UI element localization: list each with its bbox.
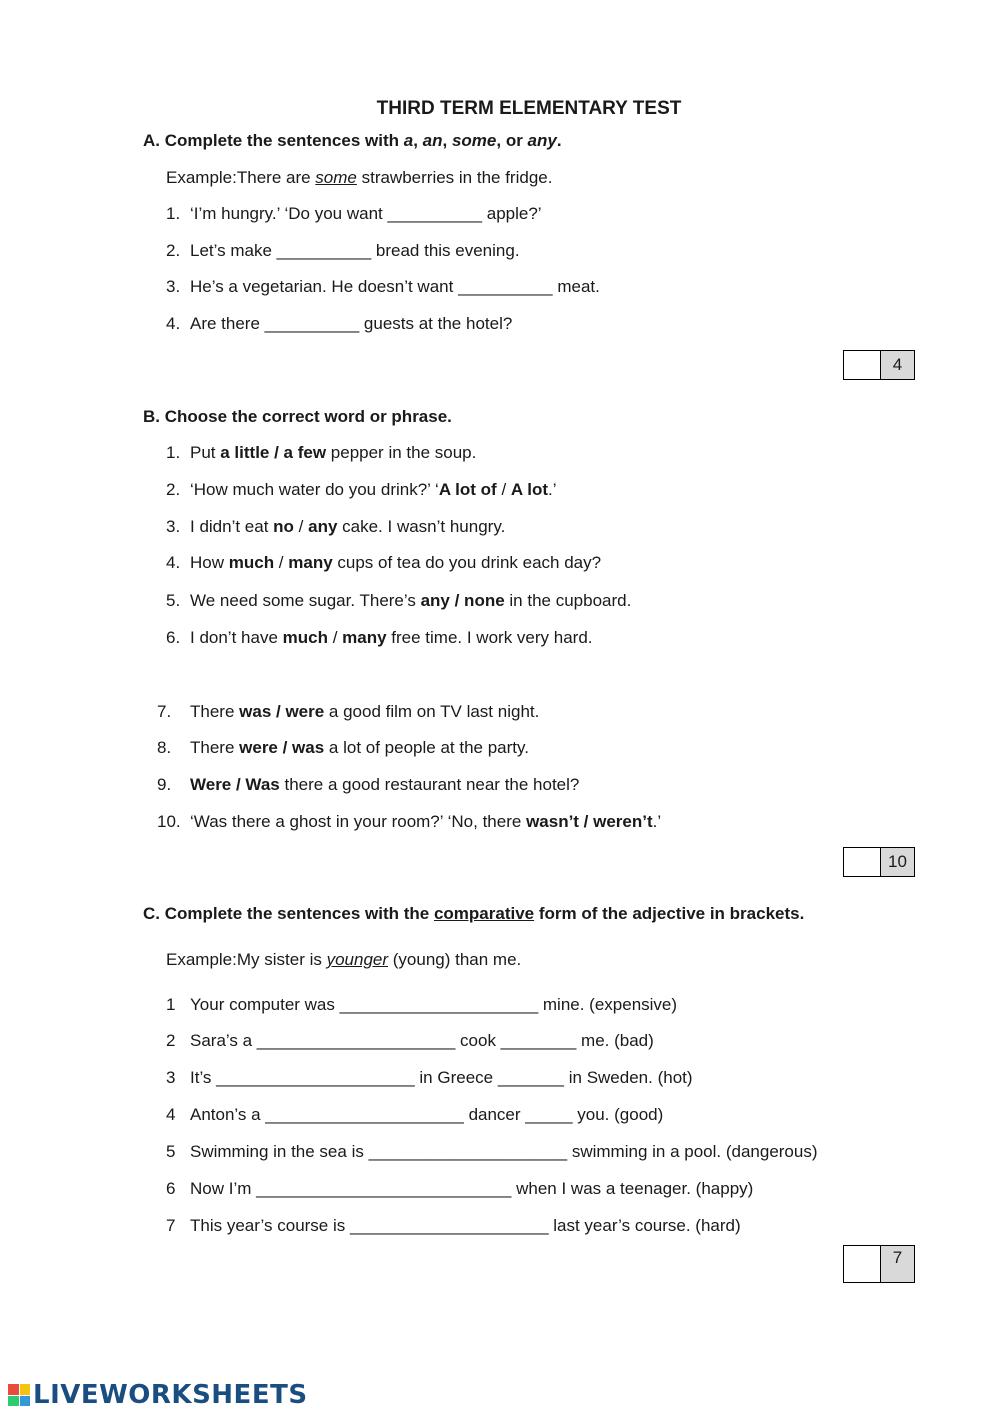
section-b-item-10: 10. ‘Was there a ghost in your room?’ ‘No, there wasn’t / weren’t.’ xyxy=(157,812,662,831)
section-a-example: Example:There are some strawberries in the fridge. xyxy=(166,168,553,187)
section-b-item-2: 2. ‘How much water do you drink?’ ‘A lot of / A lot.’ xyxy=(166,480,557,499)
section-c-item-6: 6 Now I’m ___________________________ when I was a teenager. (happy) xyxy=(166,1179,754,1198)
logo-text: LIVEWORKSHEETS xyxy=(33,1380,308,1410)
section-b-score-box xyxy=(843,847,915,877)
section-c-heading: C. Complete the sentences with the comparative form of the adjective in brackets. xyxy=(143,904,805,923)
score-input-cell[interactable] xyxy=(844,848,881,876)
section-b-item-8: 8. There were / was a lot of people at the party. xyxy=(157,738,529,757)
section-c-item-4: 4 Anton’s a _____________________ dancer _____ you. (good) xyxy=(166,1105,664,1124)
section-c-item-5: 5 Swimming in the sea is _____________________ swimming in a pool. (dangerous) xyxy=(166,1142,818,1161)
liveworksheets-logo xyxy=(8,1380,308,1410)
section-a-item-4: 4. Are there __________ guests at the hotel? xyxy=(166,314,513,333)
section-c-item-1: 1 Your computer was _____________________ mine. (expensive) xyxy=(166,995,678,1014)
section-b-item-3: 3. I didn’t eat no / any cake. I wasn’t hungry. xyxy=(166,517,506,536)
section-c-example: Example:My sister is younger (young) than me. xyxy=(166,950,522,969)
section-b-item-6: 6. I don’t have much / many free time. I work very hard. xyxy=(166,628,593,647)
section-a-letter: A. xyxy=(143,131,160,150)
section-a-item-1: 1. ‘I’m hungry.’ ‘Do you want __________ apple?’ xyxy=(166,204,542,223)
logo-mark-icon xyxy=(8,1384,30,1406)
section-b-item-5: 5. We need some sugar. There’s any / none in the cupboard. xyxy=(166,591,632,610)
section-b-item-9: 9. Were / Was there a good restaurant near the hotel? xyxy=(157,775,580,794)
section-b-item-7: 7. There was / were a good film on TV last night. xyxy=(157,702,540,721)
section-b-item-1: 1. Put a little / a few pepper in the soup. xyxy=(166,443,477,462)
section-b-heading: B. Choose the correct word or phrase. xyxy=(143,407,452,426)
section-a-score-box xyxy=(843,350,915,380)
section-a-heading: A. Complete the sentences with a, an, some, or any. xyxy=(143,131,562,150)
section-c-item-7: 7 This year’s course is _____________________ last year’s course. (hard) xyxy=(166,1216,741,1235)
score-input-cell[interactable] xyxy=(844,1246,881,1282)
section-c-item-3: 3 It’s _____________________ in Greece _______ in Sweden. (hot) xyxy=(166,1068,693,1087)
section-a-item-3: 3. He’s a vegetarian. He doesn’t want __________ meat. xyxy=(166,277,600,296)
score-input-cell[interactable] xyxy=(844,351,881,379)
page-title: THIRD TERM ELEMENTARY TEST xyxy=(376,98,682,119)
section-a-score: 4 xyxy=(881,351,914,379)
section-b-item-4: 4. How much / many cups of tea do you drink each day? xyxy=(166,553,602,572)
section-a-item-2: 2. Let’s make __________ bread this evening. xyxy=(166,241,520,260)
section-c-item-2: 2 Sara’s a _____________________ cook ________ me. (bad) xyxy=(166,1031,654,1050)
section-c-score-box xyxy=(843,1245,915,1283)
section-c-score: 7 xyxy=(881,1246,914,1282)
section-b-score: 10 xyxy=(881,848,914,876)
